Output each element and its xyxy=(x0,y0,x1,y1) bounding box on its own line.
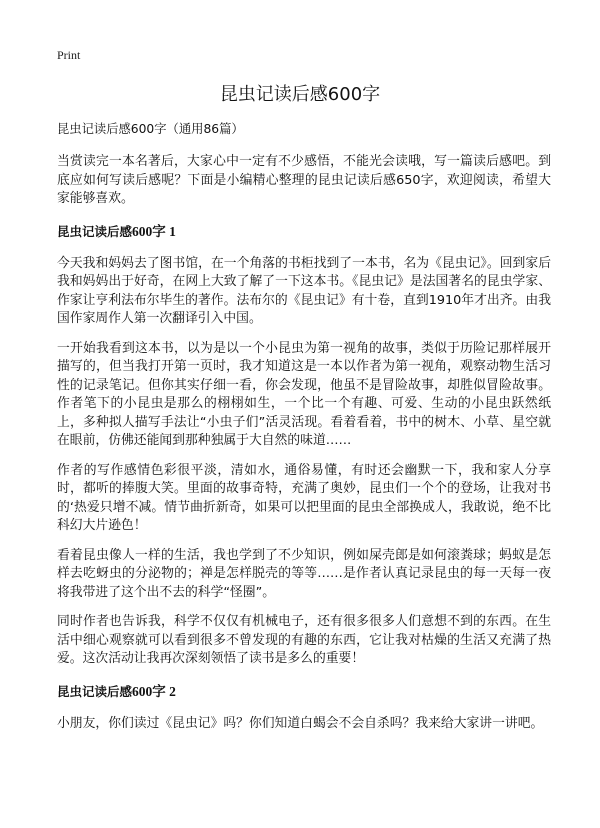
section-heading-number: 600字 2 xyxy=(132,683,176,699)
section-1-paragraph: 作者的写作感情色彩很平淡，清如水，通俗易懂，有时还会幽默一下，我和家人分享时，都听的捧腹大笑。里面的故事奇特，充满了奥妙，昆虫们一个个的登场，让我对书的‘热爱只增不减。情节曲折新奇，如果可以把里面的昆虫全部换成人，我敢说，绝不比科幻大片逊色！ xyxy=(57,462,551,533)
section-heading-text: 昆虫记读后感 xyxy=(57,223,133,239)
section-heading-1 xyxy=(57,220,551,240)
print-link[interactable]: Print xyxy=(57,48,81,62)
article-body xyxy=(57,121,551,744)
section-1-paragraph: 看着昆虫像人一样的生活，我也学到了不少知识，例如屎壳郎是如何滚粪球；蚂蚁是怎样去吃蚜虫的分泌物的；禅是怎样脱壳的等等……是作者认真记录昆虫的每一天每一夜将我带进了这个出不去的科学“怪圈”。 xyxy=(57,547,551,600)
section-1-paragraph: 今天我和妈妈去了图书馆，在一个角落的书柜找到了一本书，名为《昆虫记》。回到家后我和妈妈出于好奇，在网上大致了解了一下这本书。《昆虫记》是法国著名的昆虫学家、作家让亨利法布尔毕生的著作。法布尔的《昆虫记》有十卷，直到1910年才出齐。由我国作家周作人第一次翻译引入中国。 xyxy=(57,255,551,326)
section-1-paragraph: 同时作者也告诉我，科学不仅仅有机械电子，还有很多很多人们意想不到的东西。在生活中细心观察就可以看到很多不曾发现的有趣的东西，它让我对枯燥的生活又充满了热爱。这次活动让我再次深刻领悟了读书是多么的重要！ xyxy=(57,614,551,666)
section-heading-text: 昆虫记读后感 xyxy=(57,683,133,699)
section-heading-2 xyxy=(57,680,551,700)
page-title: 昆虫记读后感600字 xyxy=(219,84,381,105)
section-heading-number: 600字 1 xyxy=(132,223,176,239)
section-2-paragraph: 小朋友，你们读过《昆虫记》吗？你们知道白蝎会不会自杀吗？我来给大家讲一讲吧。 xyxy=(57,715,544,731)
article-subtitle: 昆虫记读后感600字（通用86篇） xyxy=(57,122,244,136)
intro-paragraph: 当赏读完一本名著后，大家心中一定有不少感悟，不能光会读哦，写一篇读后感吧。到底应如何写读后感呢？下面是小编精心整理的昆虫记读后感650字，欢迎阅读，希望大家能够喜欢。 xyxy=(57,154,551,206)
section-1-paragraph: 一开始我看到这本书，以为是以一个小昆虫为第一视角的故事，类似于历险记那样展开描写的，但当我打开第一页时，我才知道这是一本以作者为第一视角，观察动物生活习性的记录笔记。但你其实仔细一看，你会发现，他虽不是冒险故事，却胜似冒险故事。作者笔下的小昆虫是那么的栩栩如生，一个比一个有趣、可爱、生动的小昆虫跃然纸上，多种拟人描写手法让“小虫子们”活灵活现。看着看着，书中的树木、小草、星空就在眼前，仿佛还能闻到那种独属于大自然的味道…… xyxy=(57,340,551,448)
